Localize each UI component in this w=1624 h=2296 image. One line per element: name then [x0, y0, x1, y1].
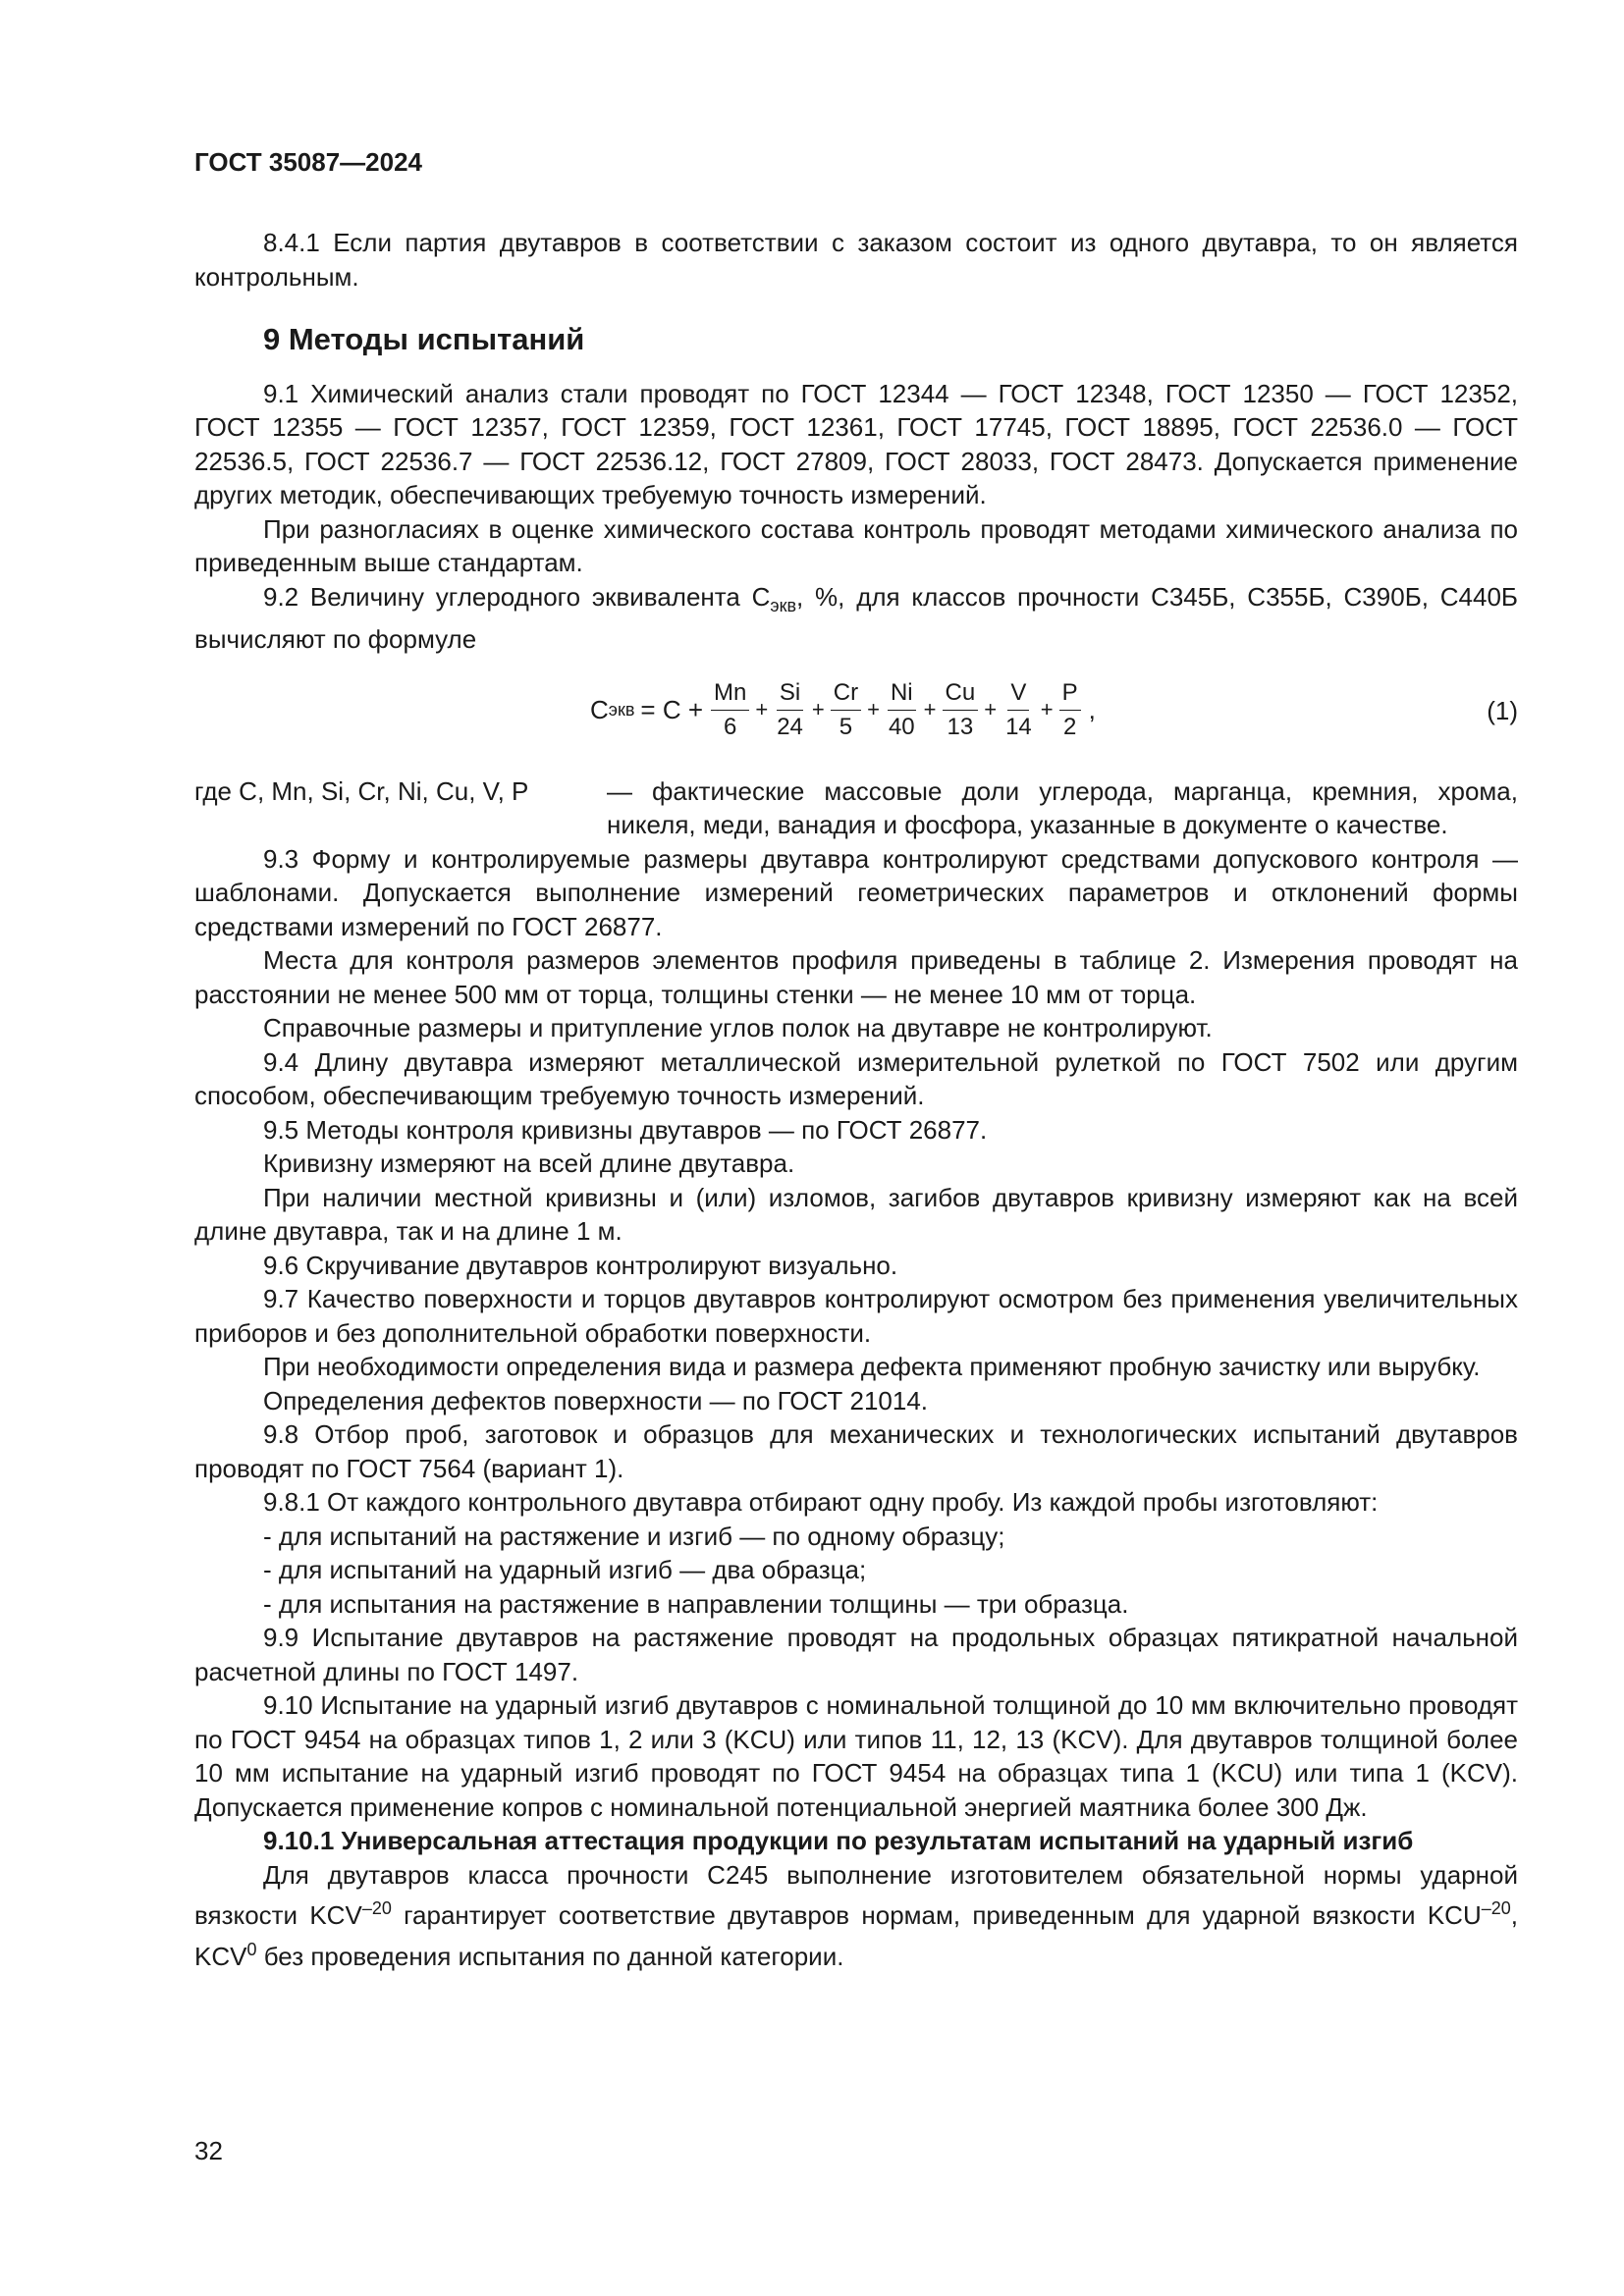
- fraction-denominator: 13: [947, 713, 974, 740]
- document-body: [194, 226, 1518, 1973]
- carbon-equivalent-formula: [590, 678, 1096, 742]
- fraction-numerator: Ni: [888, 678, 916, 711]
- list-item: - для испытания на растяжение в направлении толщины — три образца.: [263, 1588, 1129, 1619]
- paragraph-9-6: 9.6 Скручивание двутавров контролируют визуально.: [263, 1250, 898, 1280]
- plus-sign: +: [811, 696, 825, 721]
- formula-fraction: [943, 678, 979, 742]
- superscript: –20: [361, 1898, 392, 1918]
- fraction-numerator: Cu: [943, 678, 979, 711]
- superscript: –20: [1481, 1898, 1511, 1918]
- formula-fraction: [1059, 678, 1081, 742]
- paragraph-9-4: 9.4 Длину двутавра измеряют металлической измерительной рулеткой по ГОСТ 7502 или другим способом, обеспечивающим требуемую точность измерений.: [194, 1046, 1518, 1110]
- formula-fraction: [711, 678, 749, 742]
- fraction-numerator: Mn: [711, 678, 749, 711]
- subsection-9-10-1-title: 9.10.1 Универсальная аттестация продукции по результатам испытаний на ударный изгиб: [263, 1826, 1414, 1855]
- paragraph-9-2: [194, 580, 1518, 657]
- formula-lhs: С: [590, 694, 609, 724]
- plus-sign: +: [867, 696, 880, 721]
- formula-lhs-sub: экв: [608, 699, 635, 720]
- text-span: без проведения испытания по данной категории.: [256, 1941, 844, 1971]
- paragraph-9-5-c: При наличии местной кривизны и (или) изломов, загибов двутавров кривизну измеряют как на всей длине двутавра, так и на длине 1 м.: [194, 1182, 1518, 1246]
- formula-block: [194, 667, 1518, 774]
- fraction-denominator: 6: [723, 713, 737, 740]
- paragraph-9-7: 9.7 Качество поверхности и торцов двутавров контролируют осмотром без применения увеличительных приборов и без дополнительной обработки поверхности.: [194, 1284, 1518, 1348]
- page-number: 32: [194, 2136, 223, 2165]
- paragraph-9-8-1: 9.8.1 От каждого контрольного двутавра отбирают одну пробу. Из каждой пробы изготовляют:: [263, 1487, 1379, 1517]
- fraction-denominator: 5: [839, 713, 853, 740]
- text-span: , KCV: [194, 1900, 1519, 1971]
- paragraph-9-5-b: Кривизну измеряют на всей длине двутавра.: [263, 1148, 795, 1178]
- plus-sign: +: [755, 696, 769, 721]
- plus-sign: +: [923, 696, 937, 721]
- paragraph-9-10-1: [194, 1858, 1518, 1974]
- equation-number: (1): [1487, 695, 1518, 725]
- paragraph-9-3-b: Места для контроля размеров элементов профиля приведены в таблице 2. Измерения проводят на расстоянии не менее 500 мм от торца, толщины стенки — не менее 10 мм от торца.: [194, 945, 1518, 1009]
- where-variables: где C, Mn, Si, Cr, Ni, Cu, V, P: [194, 775, 529, 806]
- fraction-denominator: 40: [888, 713, 915, 740]
- superscript: 0: [246, 1939, 257, 1959]
- text-span: гарантирует соответствие двутавров нормам, приведенным для ударной вязкости KCU: [391, 1900, 1482, 1930]
- text-span: , %, для классов прочности С345Б, С355Б, С390Б, С440Б вычисляют по формуле: [194, 581, 1518, 654]
- formula-fraction: [774, 678, 806, 742]
- fraction-numerator: Cr: [831, 678, 861, 711]
- fraction-numerator: V: [1007, 678, 1029, 711]
- paragraph-9-9: 9.9 Испытание двутавров на растяжение проводят на продольных образцах пятикратной начальной расчетной длины по ГОСТ 1497.: [194, 1623, 1518, 1686]
- paragraph-9-10: 9.10 Испытание на ударный изгиб двутавров с номинальной толщиной до 10 мм включительно проводят по ГОСТ 9454 на образцах типов 1, 2 или 3 (KCU) или типов 11, 12, 13 (KCV). Для двутавров толщиной более 10 мм испытание на ударный изгиб проводят по ГОСТ 9454 на образцах типа 1 (KCU) или типа 1 (KCV). Допускается применение копров с номинальной потенциальной энергией маятника более 300 Дж.: [194, 1690, 1518, 1822]
- paragraph-9-1-b: При разногласиях в оценке химического состава контроль проводят методами химического анализа по приведенным выше стандартам.: [194, 513, 1518, 577]
- text-span: Для двутавров класса прочности С245 выполнение изготовителем обязательной нормы ударной вязкости KCV: [194, 1859, 1518, 1930]
- list-item: - для испытаний на ударный изгиб — два образца;: [263, 1555, 867, 1584]
- formula-fraction: [886, 678, 918, 742]
- fraction-denominator: 14: [1005, 713, 1032, 740]
- paragraph-9-3: 9.3 Форму и контролируемые размеры двутавра контролируют средствами допускового контроля — шаблонами. Допускается выполнение измерений геометрических параметров и отклонений формы средствами измерений по ГОСТ 26877.: [194, 843, 1518, 941]
- formula-eq: = C +: [640, 694, 703, 724]
- formula-tail: ,: [1088, 694, 1096, 724]
- document-header: ГОСТ 35087—2024: [194, 147, 422, 177]
- list-item: - для испытаний на растяжение и изгиб — по одному образцу;: [263, 1521, 1005, 1551]
- fraction-denominator: 24: [777, 713, 803, 740]
- formula-fraction: [1002, 678, 1035, 742]
- paragraph-9-5: 9.5 Методы контроля кривизны двутавров — по ГОСТ 26877.: [263, 1114, 988, 1145]
- plus-sign: +: [984, 696, 998, 721]
- formula-fraction: [831, 678, 861, 742]
- paragraph-9-8: 9.8 Отбор проб, заготовок и образцов для механических и технологических испытаний двутавров проводят по ГОСТ 7564 (вариант 1).: [194, 1419, 1518, 1483]
- paragraph-9-7-b: При необходимости определения вида и размера дефекта применяют пробную зачистку или вырубку.: [263, 1352, 1481, 1381]
- paragraph-8-4-1: 8.4.1 Если партия двутавров в соответствии с заказом состоит из одного двутавра, то он является контрольным.: [194, 228, 1518, 292]
- paragraph-9-3-c: Справочные размеры и притупление углов полок на двутавре не контролируют.: [263, 1013, 1213, 1042]
- paragraph-9-1: 9.1 Химический анализ стали проводят по ГОСТ 12344 — ГОСТ 12348, ГОСТ 12350 — ГОСТ 12352, ГОСТ 12355 — ГОСТ 12357, ГОСТ 12359, ГОСТ 12361, ГОСТ 17745, ГОСТ 18895, ГОСТ 22536.0 — ГОСТ 22536.5, ГОСТ 22536.7 — ГОСТ 22536.12, ГОСТ 27809, ГОСТ 28033, ГОСТ 28473. Допускается применение других методик, обеспечивающих требуемую точность измерений.: [194, 378, 1518, 509]
- plus-sign: +: [1040, 696, 1054, 721]
- fraction-denominator: 2: [1062, 713, 1077, 740]
- subscript: экв: [770, 595, 797, 615]
- where-definition: — фактические массовые доли углерода, марганца, кремния, хрома, никеля, меди, ванадия и фосфора, указанные в документе о качестве.: [607, 775, 1518, 839]
- paragraph-9-7-c: Определения дефектов поверхности — по ГОСТ 21014.: [263, 1385, 929, 1415]
- fraction-numerator: Si: [777, 678, 803, 711]
- text-span: 9.2 Величину углеродного эквивалента С: [263, 581, 771, 612]
- section-title: 9 Методы испытаний: [263, 322, 585, 356]
- where-clause: [194, 774, 1518, 842]
- fraction-numerator: P: [1059, 678, 1081, 711]
